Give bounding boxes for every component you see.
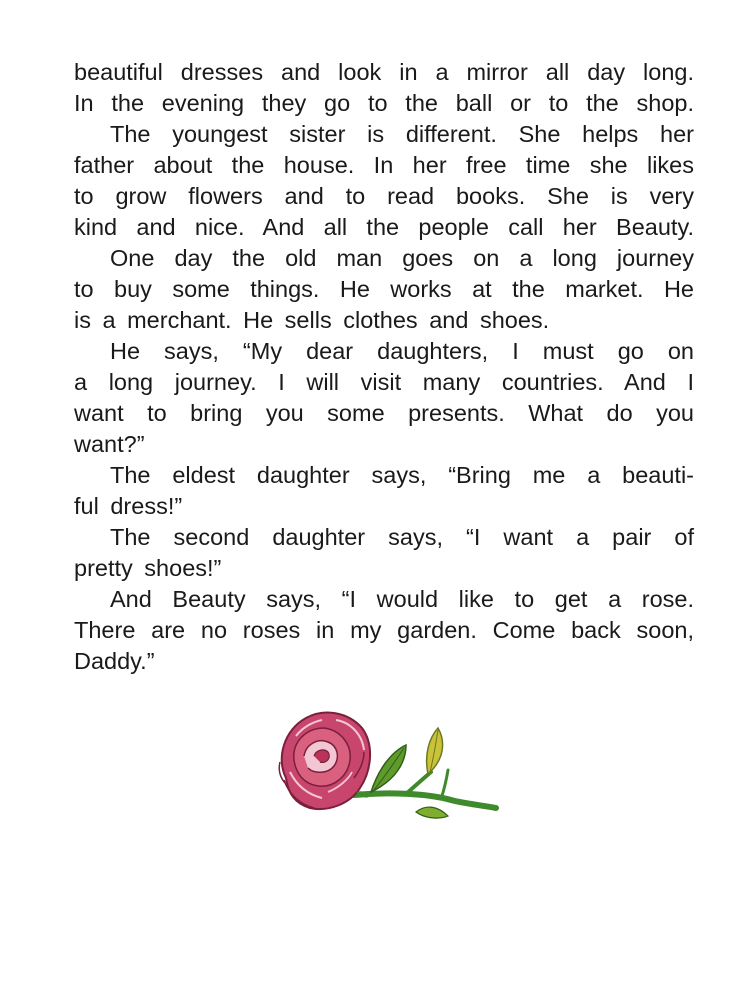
story-line-18: And Beauty says, “I would like to get a rose. [110, 586, 694, 612]
rose-icon [266, 700, 502, 850]
story-line-12: want to bring you some presents. What do you [74, 400, 694, 426]
story-line-15: ful dress!” [74, 493, 183, 519]
story-line-2: In the evening they go to the ball or to the shop. [74, 90, 694, 116]
story-line-1: beautiful dresses and look in a mirror all day long. [74, 59, 694, 85]
rose-stem-branch [406, 772, 431, 794]
story-line-4: father about the house. In her free time she likes [74, 152, 694, 178]
story-line-8: to buy some things. He works at the market. He [74, 276, 694, 302]
story-line-10: He says, “My dear daughters, I must go on [110, 338, 694, 364]
story-line-7: One day the old man goes on a long journey [110, 245, 694, 271]
story-line-20: Daddy.” [74, 648, 155, 674]
story-line-3: The youngest sister is different. She helps her [110, 121, 694, 147]
story-line-19: There are no roses in my garden. Come back soon, [74, 617, 694, 643]
story-line-14: The eldest daughter says, “Bring me a beauti- [110, 462, 694, 488]
story-line-13: want?” [74, 431, 145, 457]
story-text [74, 57, 694, 677]
story-line-17: pretty shoes!” [74, 555, 222, 581]
story-line-6: kind and nice. And all the people call her Beauty. [74, 214, 694, 240]
story-line-16: The second daughter says, “I want a pair of [110, 524, 694, 550]
story-line-9: is a merchant. He sells clothes and shoes. [74, 307, 550, 333]
rose-stem-branch-2 [441, 770, 448, 799]
story-line-5: to grow flowers and to read books. She is very [74, 183, 694, 209]
rose-leaf-3 [416, 807, 448, 818]
story-line-11: a long journey. I will visit many countries. And I [74, 369, 694, 395]
rose-stem [354, 793, 496, 808]
